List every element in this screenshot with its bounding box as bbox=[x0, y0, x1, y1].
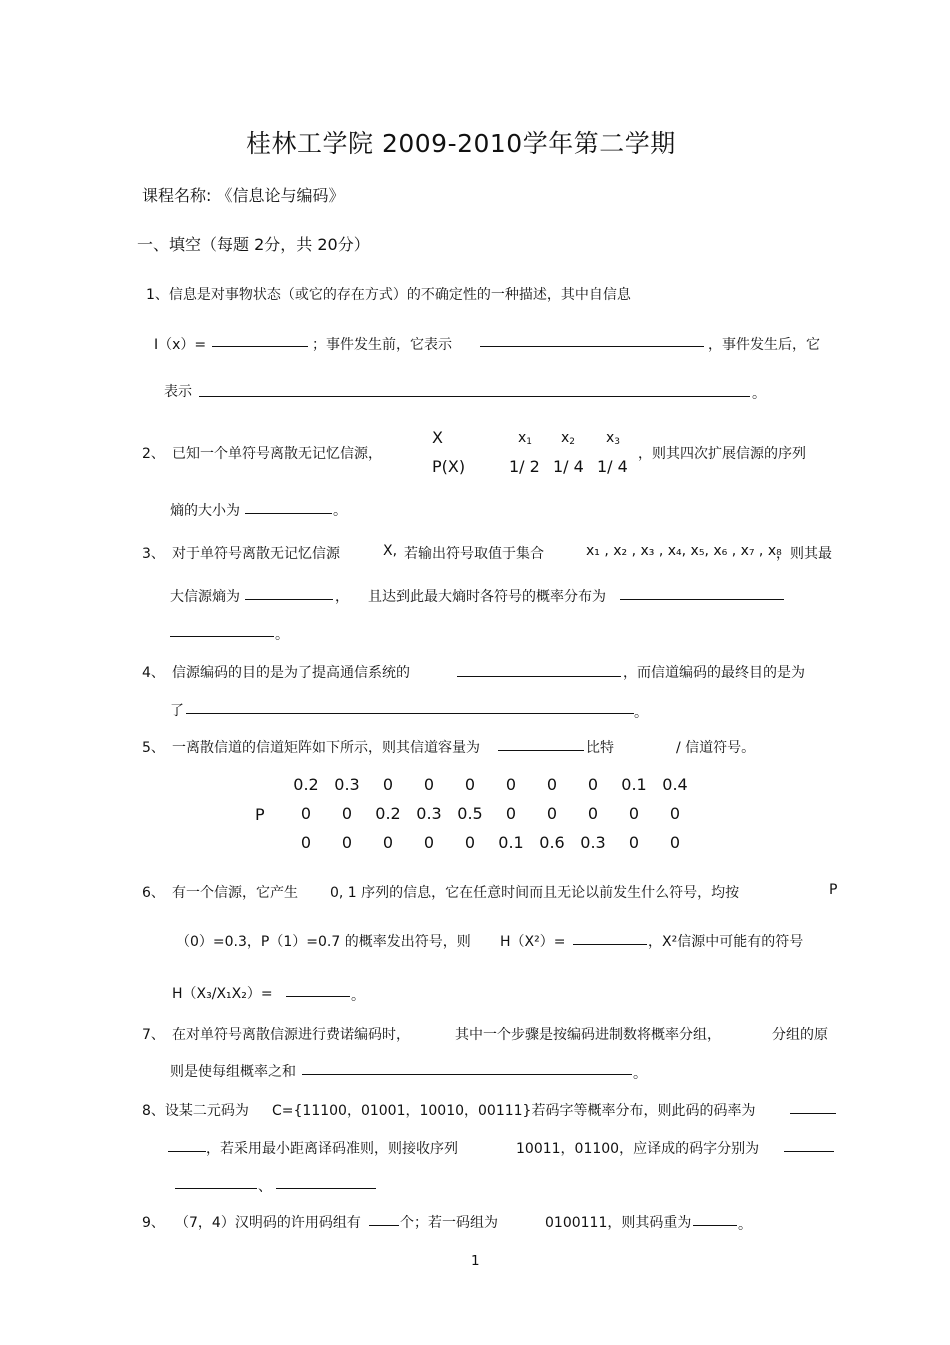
q5-unit2: / 信道符号。 bbox=[676, 740, 756, 756]
q2-text: 已知一个单符号离散无记忆信源， bbox=[172, 446, 382, 462]
matrix-cell: 0 bbox=[341, 804, 353, 823]
matrix-cell: 0 bbox=[464, 775, 476, 794]
q2-symbol-1: $x_1$ bbox=[518, 430, 533, 447]
q7-end: 。 bbox=[633, 1066, 647, 1082]
q9-text: （7，4）汉明码的许用码组有 bbox=[175, 1215, 361, 1231]
q3-suffix: ，则其最 bbox=[776, 546, 832, 562]
q4-blank-1[interactable] bbox=[457, 676, 621, 677]
q3-blank-3[interactable] bbox=[170, 636, 274, 637]
matrix-cell: 0.4 bbox=[662, 775, 688, 794]
q7-number: 7、 bbox=[142, 1027, 165, 1043]
matrix-cell: 0 bbox=[423, 775, 435, 794]
q7-blank[interactable] bbox=[302, 1074, 632, 1075]
q5-blank[interactable] bbox=[498, 750, 584, 751]
q4-number: 4、 bbox=[142, 665, 165, 681]
q8-blank-1b[interactable] bbox=[168, 1151, 206, 1152]
q3-end: 。 bbox=[275, 627, 289, 643]
matrix-cell: 0 bbox=[546, 775, 558, 794]
q1-blank-3[interactable] bbox=[199, 396, 750, 397]
q5-matrix-label: P bbox=[255, 805, 265, 824]
q1-blank-2[interactable] bbox=[480, 346, 704, 347]
q5-unit1: 比特 bbox=[586, 740, 614, 756]
q6-line2a: （0）=0.3，P（1）=0.7 的概率发出符号，则 bbox=[176, 934, 471, 950]
q6-end: 。 bbox=[351, 988, 365, 1004]
matrix-cell: 0 bbox=[628, 833, 640, 852]
q6-line2b: ，X²信源中可能有的符号 bbox=[648, 934, 804, 950]
course-name: 课程名称: 《信息论与编码》 bbox=[142, 186, 345, 205]
q4-blank-2[interactable] bbox=[186, 713, 634, 714]
matrix-cell: 0 bbox=[505, 804, 517, 823]
q8-blank-3[interactable] bbox=[175, 1188, 257, 1189]
q9-number: 9、 bbox=[142, 1215, 165, 1231]
q7-text: 在对单符号离散信源进行费诺编码时， bbox=[172, 1027, 410, 1043]
q3-blank-2[interactable] bbox=[620, 599, 784, 600]
matrix-cell: 0.1 bbox=[498, 833, 524, 852]
q2-number: 2、 bbox=[142, 446, 165, 462]
q9-text3: 0100111，则其码重为 bbox=[545, 1215, 692, 1231]
matrix-cell: 0.3 bbox=[416, 804, 442, 823]
q2-line2: 熵的大小为 bbox=[170, 503, 240, 519]
q2-x-label: X bbox=[432, 428, 443, 447]
q3-blank-1[interactable] bbox=[245, 599, 333, 600]
q8-line1: 8、设某二元码为 bbox=[142, 1103, 249, 1119]
q3-number: 3、 bbox=[142, 546, 165, 562]
q1-after: ，事件发生后，它 bbox=[708, 337, 820, 353]
q1-end: 。 bbox=[752, 386, 766, 402]
q4-end: 。 bbox=[634, 705, 648, 721]
q1-blank-1[interactable] bbox=[212, 346, 308, 347]
q2-suffix: ，则其四次扩展信源的序列 bbox=[638, 446, 806, 462]
q1-before: ；事件发生前，它表示 bbox=[312, 337, 452, 353]
q3-line2c: 且达到此最大熵时各符号的概率分布为 bbox=[368, 589, 606, 605]
q1-line1: 1、信息是对事物状态（或它的存在方式）的不确定性的一种描述，其中自信息 bbox=[146, 287, 631, 303]
q9-end: 。 bbox=[738, 1217, 752, 1233]
q6-text2: 0, 1 序列的信息，它在任意时间而且无论以前发生什么符号，均按 bbox=[330, 885, 740, 901]
q9-blank-2[interactable] bbox=[693, 1225, 737, 1226]
q6-text: 有一个信源，它产生 bbox=[172, 885, 298, 901]
matrix-cell: 0 bbox=[628, 804, 640, 823]
q9-blank-1[interactable] bbox=[369, 1225, 399, 1226]
q4-text2: ，而信道编码的最终目的是为 bbox=[623, 665, 805, 681]
matrix-cell: 0.6 bbox=[539, 833, 565, 852]
q6-hx2: H（X²）= bbox=[500, 934, 566, 950]
q8-blank-2[interactable] bbox=[784, 1151, 834, 1152]
q7-text3: 分组的原 bbox=[772, 1027, 828, 1043]
q5-text: 一离散信道的信道矩阵如下所示，则其信道容量为 bbox=[172, 740, 480, 756]
q2-symbol-3: $x_3$ bbox=[606, 430, 621, 447]
matrix-cell: 0 bbox=[669, 804, 681, 823]
q3-set: x₁ , x₂ , x₃ , x₄, x₅, x₆ , x₇ , x₈ bbox=[586, 543, 782, 559]
q2-prob-1: 1/ 2 bbox=[509, 457, 540, 476]
matrix-cell: 0 bbox=[300, 804, 312, 823]
q4-line2: 了 bbox=[170, 703, 184, 719]
q7-text2: 其中一个步骤是按编码进制数将概率分组， bbox=[455, 1027, 721, 1043]
matrix-cell: 0.1 bbox=[621, 775, 647, 794]
q3-text: 对于单符号离散无记忆信源 bbox=[172, 546, 340, 562]
q6-line3: H（X₃/X₁X₂）= bbox=[172, 986, 273, 1002]
q1-show: 表示 bbox=[164, 384, 192, 400]
section-heading: 一、填空（每题 2分，共 20分） bbox=[137, 235, 370, 254]
q8-code: C={11100，01001，10010，00111}若码字等概率分布，则此码的码率为 bbox=[272, 1103, 756, 1119]
page-title: 桂林工学院 2009-2010学年第二学期 bbox=[246, 129, 676, 158]
q8-line2b: 10011，01100，应译成的码字分别为 bbox=[516, 1141, 760, 1157]
q3-line2b: ， bbox=[335, 589, 349, 605]
q2-symbol-2: $x_2$ bbox=[561, 430, 576, 447]
matrix-cell: 0 bbox=[669, 833, 681, 852]
matrix-cell: 0.5 bbox=[457, 804, 483, 823]
q2-prob-3: 1/ 4 bbox=[597, 457, 628, 476]
q8-line2a: ，若采用最小距离译码准则，则接收序列 bbox=[206, 1141, 458, 1157]
q5-number: 5、 bbox=[142, 740, 165, 756]
q2-end: 。 bbox=[333, 503, 347, 519]
matrix-cell: 0.3 bbox=[334, 775, 360, 794]
q6-number: 6、 bbox=[142, 885, 165, 901]
matrix-cell: 0 bbox=[464, 833, 476, 852]
q3-text2: 若输出符号取值于集合 bbox=[404, 546, 544, 562]
q7-line2: 则是使每组概率之和 bbox=[170, 1064, 296, 1080]
q8-blank-1[interactable] bbox=[790, 1113, 836, 1114]
q6-p: P bbox=[829, 882, 838, 898]
matrix-cell: 0 bbox=[382, 833, 394, 852]
q9-text2: 个；若一码组为 bbox=[400, 1215, 498, 1231]
matrix-cell: 0.3 bbox=[580, 833, 606, 852]
q2-blank[interactable] bbox=[245, 513, 332, 514]
matrix-cell: 0 bbox=[382, 775, 394, 794]
matrix-cell: 0.2 bbox=[293, 775, 319, 794]
matrix-cell: 0 bbox=[505, 775, 517, 794]
q2-px-label: P(X) bbox=[432, 457, 466, 476]
q2-prob-2: 1/ 4 bbox=[553, 457, 584, 476]
matrix-cell: 0 bbox=[341, 833, 353, 852]
matrix-cell: 0 bbox=[587, 775, 599, 794]
matrix-cell: 0.2 bbox=[375, 804, 401, 823]
matrix-cell: 0 bbox=[300, 833, 312, 852]
q3-line2a: 大信源熵为 bbox=[170, 589, 240, 605]
page-number: 1 bbox=[471, 1253, 480, 1269]
q4-text: 信源编码的目的是为了提高通信系统的 bbox=[172, 665, 410, 681]
matrix-cell: 0 bbox=[587, 804, 599, 823]
q6-blank-1[interactable] bbox=[573, 944, 647, 945]
q8-sep: 、 bbox=[258, 1179, 272, 1195]
q1-ix: I（x）= bbox=[154, 337, 207, 353]
q3-x: X, bbox=[383, 543, 398, 559]
q8-blank-4[interactable] bbox=[276, 1188, 376, 1189]
q6-blank-2[interactable] bbox=[286, 996, 350, 997]
matrix-cell: 0 bbox=[423, 833, 435, 852]
matrix-cell: 0 bbox=[546, 804, 558, 823]
